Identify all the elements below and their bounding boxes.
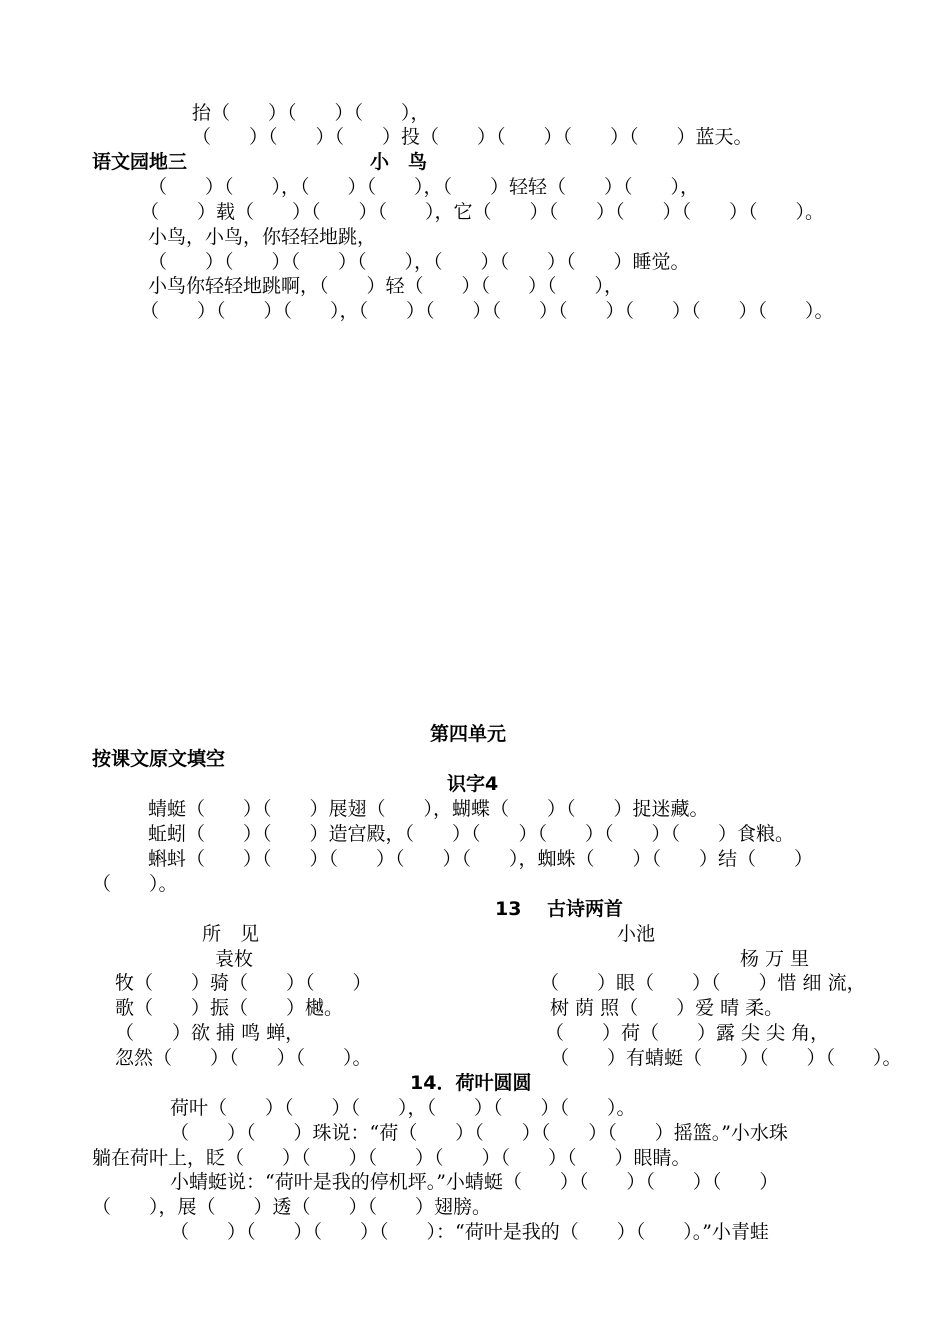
lesson-title: 14．荷叶圆圆 (410, 1072, 532, 1094)
text-line: 荷叶（ ）（ ）（ ），（ ）（ ）（ ）。 (170, 1097, 636, 1119)
text-line: 小蜻蜓说：“荷叶是我的停机坪。”小蜻蜓（ ）（ ）（ ）（ ） (170, 1171, 779, 1193)
poem-line: 忽然（ ）（ ）（ ）。 (115, 1047, 372, 1069)
poem-line: （ ）有蜻蜓（ ）（ ）（ ）。 (550, 1047, 902, 1069)
text-line: 躺在荷叶上，眨（ ）（ ）（ ）（ ）（ ）（ ）眼睛。 (92, 1147, 691, 1169)
text-line: 小鸟你轻轻地跳啊，（ ）轻（ ）（ ）（ ）， (148, 275, 624, 297)
poem-title: 小池 (617, 923, 656, 945)
poem-author: 杨 万 里 (740, 948, 810, 970)
text-line: 蝌蚪（ ）（ ）（ ）（ ）（ ），蜘蛛（ ）（ ）结（ ） (148, 848, 814, 870)
text-line: （ ）（ ）（ ）投（ ）（ ）（ ）（ ）蓝天。 (192, 126, 753, 148)
unit-title: 第四单元 (430, 723, 507, 745)
text-line: （ ）载（ ）（ ）（ ），它（ ）（ ）（ ）（ ）（ ）。 (140, 201, 825, 223)
poem-title: 所 见 (202, 923, 260, 945)
text-line: （ ）（ ）（ ）（ ），（ ）（ ）（ ）睡觉。 (148, 251, 690, 273)
text-line: （ ）。 (92, 873, 178, 895)
text-line: （ ），展（ ）透（ ）（ ）翅膀。 (92, 1196, 492, 1218)
text-line: 小鸟，小鸟，你轻轻地跳， (148, 226, 377, 248)
lesson-title: 13 古诗两首 (495, 898, 624, 920)
section-heading: 语文园地三 (92, 151, 188, 173)
poem-line: （ ）眼（ ）（ ）惜 细 流， (540, 972, 866, 994)
text-line: （ ）（ ）（ ）（ ）：“荷叶是我的（ ）（ ）。”小青蛙 (170, 1221, 769, 1243)
text-line: 蚯蚓（ ）（ ）造宫殿，（ ）（ ）（ ）（ ）（ ）食粮。 (148, 823, 795, 845)
poem-line: （ ）欲 捕 鸣 蝉， (115, 1022, 305, 1044)
text-line: 蜻蜓（ ）（ ）展翅（ ），蝴蝶（ ）（ ）捉迷藏。 (148, 798, 709, 820)
poem-line: （ ）荷（ ）露 尖 尖 角， (545, 1022, 830, 1044)
poem-title: 小 鸟 (370, 151, 428, 173)
instruction-heading: 按课文原文填空 (92, 748, 226, 770)
lesson-title: 识字4 (447, 773, 499, 795)
poem-line: 牧（ ）骑（ ）（ ） (115, 972, 372, 994)
text-line: （ ）（ ）（ ），（ ）（ ）（ ）（ ）（ ）（ ）（ ）。 (140, 300, 834, 322)
text-line: （ ）（ ）珠说：“荷（ ）（ ）（ ）（ ）摇篮。”小水珠 (170, 1122, 788, 1144)
poem-line: 歌（ ）振（ ）樾。 (115, 997, 344, 1019)
poem-author: 袁枚 (215, 948, 254, 970)
poem-line: 树 荫 照（ ）爱 晴 柔。 (550, 997, 784, 1019)
text-line: 抬（ ）（ ）（ ）， (192, 102, 430, 124)
text-line: （ ）（ ），（ ）（ ），（ ）轻轻（ ）（ ）， (148, 176, 700, 198)
